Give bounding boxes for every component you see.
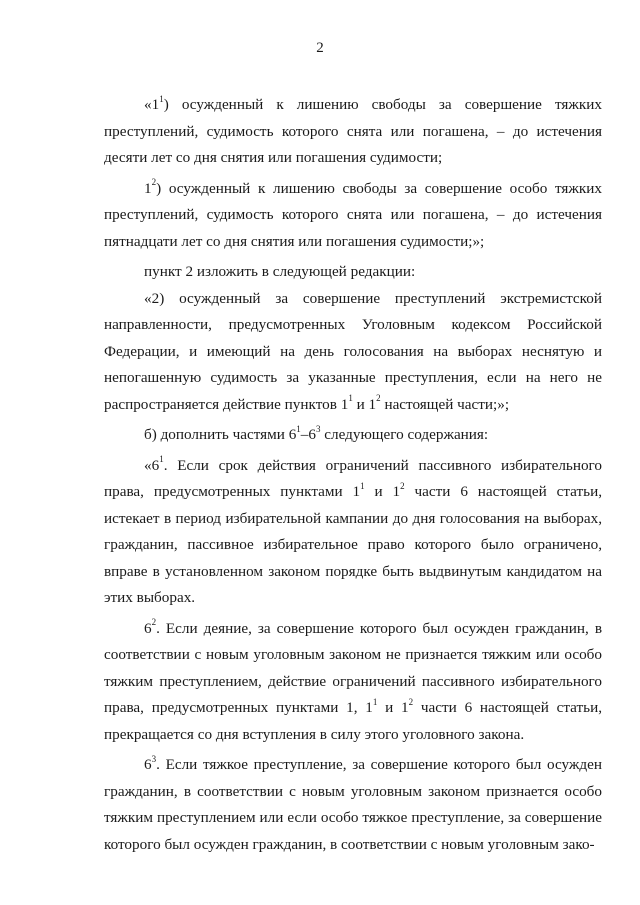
page-number: 2 [316, 40, 324, 56]
superscript-index: 3 [315, 423, 321, 434]
paragraph-text: части 6 настоящей статьи, прекращается со дня вступления в силу этого уголовного закона. [104, 699, 602, 743]
paragraph-text: 1 [144, 179, 152, 197]
paragraph-text: следующего содержания: [320, 426, 489, 443]
superscript-index: 2 [376, 393, 381, 404]
paragraph-text: . Если тяжкое преступление, за совершение которого был осужден гражданин, в соответствии с новым уголовным законом признается особо тяжким преступлением или если особо тяжкое преступление, за совершение которого был осужден гражданин, в соответствии с новым уголовным зако- [104, 756, 602, 853]
paragraph-text: . Если срок действия ограничений пассивного избирательного права, предусмотренных пунктами 1 [104, 456, 602, 500]
superscript-index: 2 [400, 480, 405, 491]
paragraph-part-6-2 [104, 616, 602, 749]
superscript-index: 1 [360, 480, 365, 491]
superscript-index: 3 [151, 753, 157, 764]
paragraph-text: 6 [144, 619, 152, 637]
superscript-index: 1 [372, 696, 378, 707]
superscript-index: 1 [159, 454, 164, 465]
paragraph-text: «6 [144, 456, 160, 474]
superscript-index: 2 [408, 696, 414, 707]
paragraph-text: б) дополнить частями 6 [144, 426, 297, 443]
paragraph-item-1-2 [104, 176, 602, 256]
superscript-index: 1 [159, 93, 164, 104]
superscript-index: 1 [348, 393, 353, 404]
paragraph-part-6-3 [104, 752, 602, 858]
paragraph-text: настоящей части;»; [380, 395, 510, 413]
paragraph-text: ) осужденный к лишению свободы за совершение особо тяжких преступлений, судимость которого снята или погашена, – до истечения пятнадцати лет со дня снятия или погашения судимости;»; [104, 179, 602, 250]
paragraph-text: 6 [144, 756, 152, 773]
document-body [104, 92, 602, 858]
paragraph-text: «2) осужденный за совершение преступлений экстремистской направленности, предусмотренных Уголовным кодексом Российской Федерации, и имеющий на день голосования на выборах неснятую и непогашенную судимость за указанные преступления, если на него не распространяется действие пунктов 1 [104, 289, 602, 413]
paragraph-item-2 [104, 286, 602, 419]
paragraph-part-6-1 [104, 453, 602, 612]
paragraph-text: пункт 2 изложить в следующей редакции: [144, 263, 416, 280]
paragraph-point-2-intro [104, 259, 602, 286]
superscript-index: 2 [151, 177, 157, 188]
paragraph-text: ) осужденный к лишению свободы за совершение тяжких преступлений, судимость которого снята или погашена, – до истечения десяти лет со дня снятия или погашения судимости; [104, 96, 602, 166]
paragraph-text: и 1 [364, 483, 401, 500]
paragraph-text: «1 [144, 96, 160, 113]
paragraph-text: и 1 [377, 699, 409, 716]
paragraph-text: –6 [300, 426, 316, 443]
paragraph-text: . Если деяние, за совершение которого был осужден гражданин, в соответствии с новым уголовным законом не признается тяжким или особо тяжким преступлением, действие ограничений пассивного избирательного права, предусмотренных пунктами 1, 1 [104, 619, 602, 716]
superscript-index: 1 [296, 423, 301, 434]
paragraph-text: части 6 настоящей статьи, истекает в период избирательной кампании до дня голосования на выборах, гражданин, пассивное избирательное право которого было ограничено, вправе в установленном законом порядке быть выдвинутым кандидатом на этих выборах. [104, 483, 602, 606]
paragraph-subitem-b [104, 422, 602, 449]
superscript-index: 2 [151, 617, 157, 628]
paragraph-text: и 1 [352, 395, 377, 413]
paragraph-item-1-1 [104, 92, 602, 172]
